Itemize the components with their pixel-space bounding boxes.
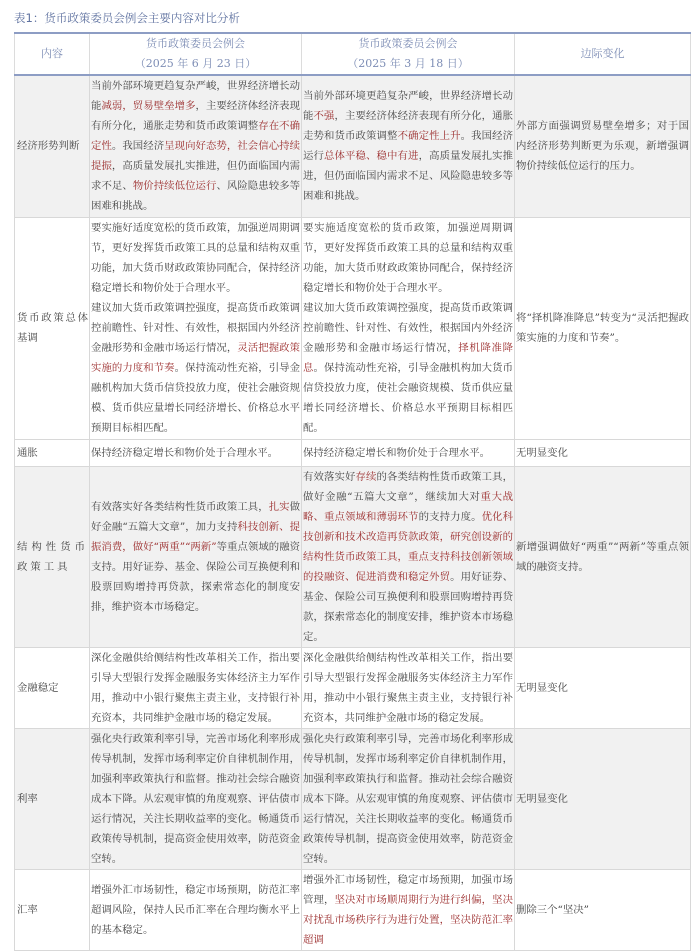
cell-text: 当前外部环境更趋复杂严峻，世界经济增长动能	[91, 80, 300, 113]
cell-text: 的支持力度。	[418, 510, 482, 523]
header-march-meeting	[302, 33, 515, 75]
row-label: 汇率	[15, 869, 90, 950]
cell-text: 。用好证券、基金、保险公司互换便利和股票回购增持再贷款，探索常态化的制度安排，维护资本市场稳定。	[303, 570, 514, 643]
cell-march	[302, 647, 515, 728]
table-row	[15, 466, 691, 647]
cell-march	[302, 728, 515, 869]
cell-text: 删除三个“坚决”	[516, 903, 589, 916]
header-june-date: （2025 年 6 月 23 日）	[134, 57, 257, 70]
cell-change	[515, 466, 691, 647]
cell-change	[515, 75, 691, 217]
cell-text: 无明显变化	[516, 681, 568, 694]
cell-text: 增强外汇市场韧性，稳定市场预期，加强市场管理，	[303, 873, 513, 906]
highlighted-text: 扎实	[268, 500, 290, 513]
row-label: 结构性货币政策工具	[15, 466, 90, 647]
cell-march	[302, 75, 515, 217]
cell-text: 。我国经济运行	[303, 130, 514, 163]
cell-march	[302, 466, 515, 647]
header-march-date: （2025 年 3 月 18 日）	[347, 57, 469, 70]
row-label: 通胀	[15, 439, 90, 466]
cell-june	[90, 217, 302, 439]
highlighted-text: 灵活把握政策实施的力度和节奏	[91, 342, 300, 374]
cell-text: 外部方面强调贸易壁垒增多；对于国内经济形势判断更为乐观，新增强调物价持续低位运行的压力。	[516, 120, 689, 173]
header-marginal-change: 边际变化	[515, 33, 691, 75]
highlighted-text: 择机降准降息	[303, 342, 514, 374]
cell-text: 无明显变化	[516, 792, 568, 805]
cell-june	[90, 439, 302, 466]
cell-text: 增强外汇市场韧性，稳定市场预期，防范汇率超调风险，保持人民币汇率在合理均衡水平上的基本稳定。	[91, 883, 300, 936]
cell-march	[302, 217, 515, 439]
table-row	[15, 869, 691, 950]
header-march-name: 货币政策委员会例会	[358, 37, 458, 50]
table-row	[15, 728, 691, 869]
cell-march	[302, 439, 515, 466]
cell-june	[90, 466, 302, 647]
cell-text: 新增强调做好“两重”“两新”等重点领域的融资支持。	[516, 540, 689, 573]
table-row	[15, 647, 691, 728]
cell-text: 等重点领域的融资支持。用好证券、基金、保险公司互换便利和股票回购增持再贷款，探索常态化的制度安排，维护资本市场稳定。	[91, 540, 301, 613]
cell-text: 。保持流动性充裕，引导金融机构加大货币信贷投放力度，使社会融资规模、货币供应量增长同经济增长、价格总水平预期目标相匹配。	[303, 362, 514, 434]
cell-june	[90, 728, 302, 869]
table-row	[15, 217, 691, 439]
row-label: 金融稳定	[15, 647, 90, 728]
cell-text: 要实施好适度宽松的货币政策，加强逆周期调节，更好发挥货币政策工具的总量和结构双重功能，加大货币财政政策协同配合，保持经济稳定增长和物价处于合理水平。 建议加大货币政策调控强度，提高货币政策调控前瞻性、针对性、有效性，根据国内外经济金融形势和金融市场运行情况，	[91, 222, 300, 354]
table-body	[15, 75, 691, 950]
highlighted-text: 坚决对市场顺周期行为进行纠偏，坚决对扰乱市场秩序行为进行处置，坚决防范汇率超调	[303, 893, 514, 946]
highlighted-text: 重大战略、重点领域和薄弱环节	[303, 490, 514, 523]
header-june-meeting	[90, 33, 302, 75]
highlighted-text: 物价持续低位运行	[132, 180, 217, 193]
cell-text: 有效落实好各类结构性货币政策工具，	[91, 500, 269, 513]
header-content: 内容	[15, 33, 90, 75]
cell-march	[302, 869, 515, 950]
cell-text: 的各类结构性货币政策工具，做好金融“五篇大文章”，继续加大对	[303, 470, 514, 503]
cell-text: ，高质量发展扎实推进，但仍面临国内需求不足、	[91, 160, 300, 193]
cell-text: 深化金融供给侧结构性改革相关工作，指出要引导大型银行发挥金融服务实体经济主力军作用，推动中小银行聚焦主责主业，支持银行补充资本，共同维护金融市场的稳定发展。	[91, 651, 300, 724]
comparison-table	[14, 32, 691, 951]
row-label: 利率	[15, 728, 90, 869]
table-row	[15, 75, 691, 217]
highlighted-text: 存续	[355, 470, 377, 483]
highlighted-text: 优化科技创新和技术改造再贷款政策，研究创设新的结构性货币政策工具，重点支持科技创新领域的投融资、促进消费和稳定外贸	[303, 510, 514, 583]
cell-text: 无明显变化	[516, 446, 568, 459]
cell-change	[515, 728, 691, 869]
cell-text: ，高质量发展扎实推进，但仍面临国内需求不足、风险隐患较多等困难和挑战。	[303, 150, 514, 203]
cell-text: 、风险隐患较多等困难和挑战。	[91, 180, 300, 213]
highlighted-text: 总体平稳、稳中有进	[324, 150, 419, 163]
cell-text: 。保持流动性充裕，引导金融机构加大货币信贷投放力度，使社会融资规模、货币供应量增长同经济增长、价格总水平预期目标相匹配。	[91, 362, 300, 434]
cell-change	[515, 647, 691, 728]
cell-change	[515, 217, 691, 439]
cell-change	[515, 869, 691, 950]
row-label: 货币政策总体基调	[15, 217, 90, 439]
cell-text: 强化央行政策利率引导，完善市场化利率形成传导机制，发挥市场利率定价自律机制作用，加强利率政策执行和监督。推动社会综合融资成本下降。从宏观审慎的角度观察、评估债市运行情况，关注长期收益率的变化。畅通货币政策传导机制，提高资金使用效率，防范资金空转。	[91, 732, 300, 865]
header-row	[15, 33, 691, 75]
header-june-name: 货币政策委员会例会	[146, 37, 245, 50]
cell-text: 做好金融“五篇大文章”，加力支持	[91, 500, 300, 533]
cell-june	[90, 869, 302, 950]
cell-text: 保持经济稳定增长和物价处于合理水平。	[303, 446, 491, 459]
cell-text: 要实施适度宽松的货币政策，加强逆周期调节，更好发挥货币政策工具的总量和结构双重功能，加大货币财政政策协同配合，保持经济稳定增长和物价处于合理水平。 建议加大货币政策调控强度，提高货币政策调控前瞻性、针对性、有效性，根据国内外经济金融形势和金融市场运行情况，	[303, 222, 513, 354]
highlighted-text: 存在不确定性	[91, 120, 300, 153]
cell-text: 将“择机降准降息”转变为“灵活把握政策实施的力度和节奏”。	[516, 312, 689, 344]
table-title: 表1：货币政策委员会例会主要内容对比分析	[14, 11, 240, 25]
cell-text: 深化金融供给侧结构性改革相关工作，指出要引导大型银行发挥金融服务实体经济主力军作用，推动中小银行聚焦主责主业，支持银行补充资本，共同维护金融市场的稳定发展。	[303, 651, 513, 724]
highlighted-text: 不确定性上升	[397, 130, 461, 143]
cell-june	[90, 75, 302, 217]
highlighted-text: 不强	[313, 110, 335, 123]
cell-text: 保持经济稳定增长和物价处于合理水平。	[91, 446, 279, 459]
highlighted-text: 科技创新、提振消费，做好“两重”“两新”	[91, 520, 301, 553]
cell-text: 强化央行政策利率引导，完善市场化利率形成传导机制，发挥市场利率定价自律机制作用，加强利率政策执行和监督。推动社会综合融资成本下降。从宏观审慎的角度观察、评估债市运行情况，关注长期收益率的变化。畅通货币政策传导机制，提高资金使用效率，防范资金空转。	[303, 732, 513, 865]
highlighted-text: 减弱，贸易壁垒增多	[101, 100, 196, 113]
cell-june	[90, 647, 302, 728]
cell-text: 。我国经济	[111, 140, 165, 153]
cell-text: ，主要经济体经济表现有所分化，通胀走势和货币政策调整	[303, 110, 514, 143]
table-row	[15, 439, 691, 466]
cell-text: 当前外部环境更趋复杂严峻，世界经济增长动能	[303, 90, 513, 123]
cell-change	[515, 439, 691, 466]
row-label: 经济形势判断	[15, 75, 90, 217]
cell-text: 有效落实好	[303, 470, 356, 483]
highlighted-text: 呈现向好态势，社会信心持续提振	[91, 140, 300, 173]
cell-text: ，主要经济体经济表现有所分化，通胀走势和货币政策调整	[91, 100, 300, 133]
